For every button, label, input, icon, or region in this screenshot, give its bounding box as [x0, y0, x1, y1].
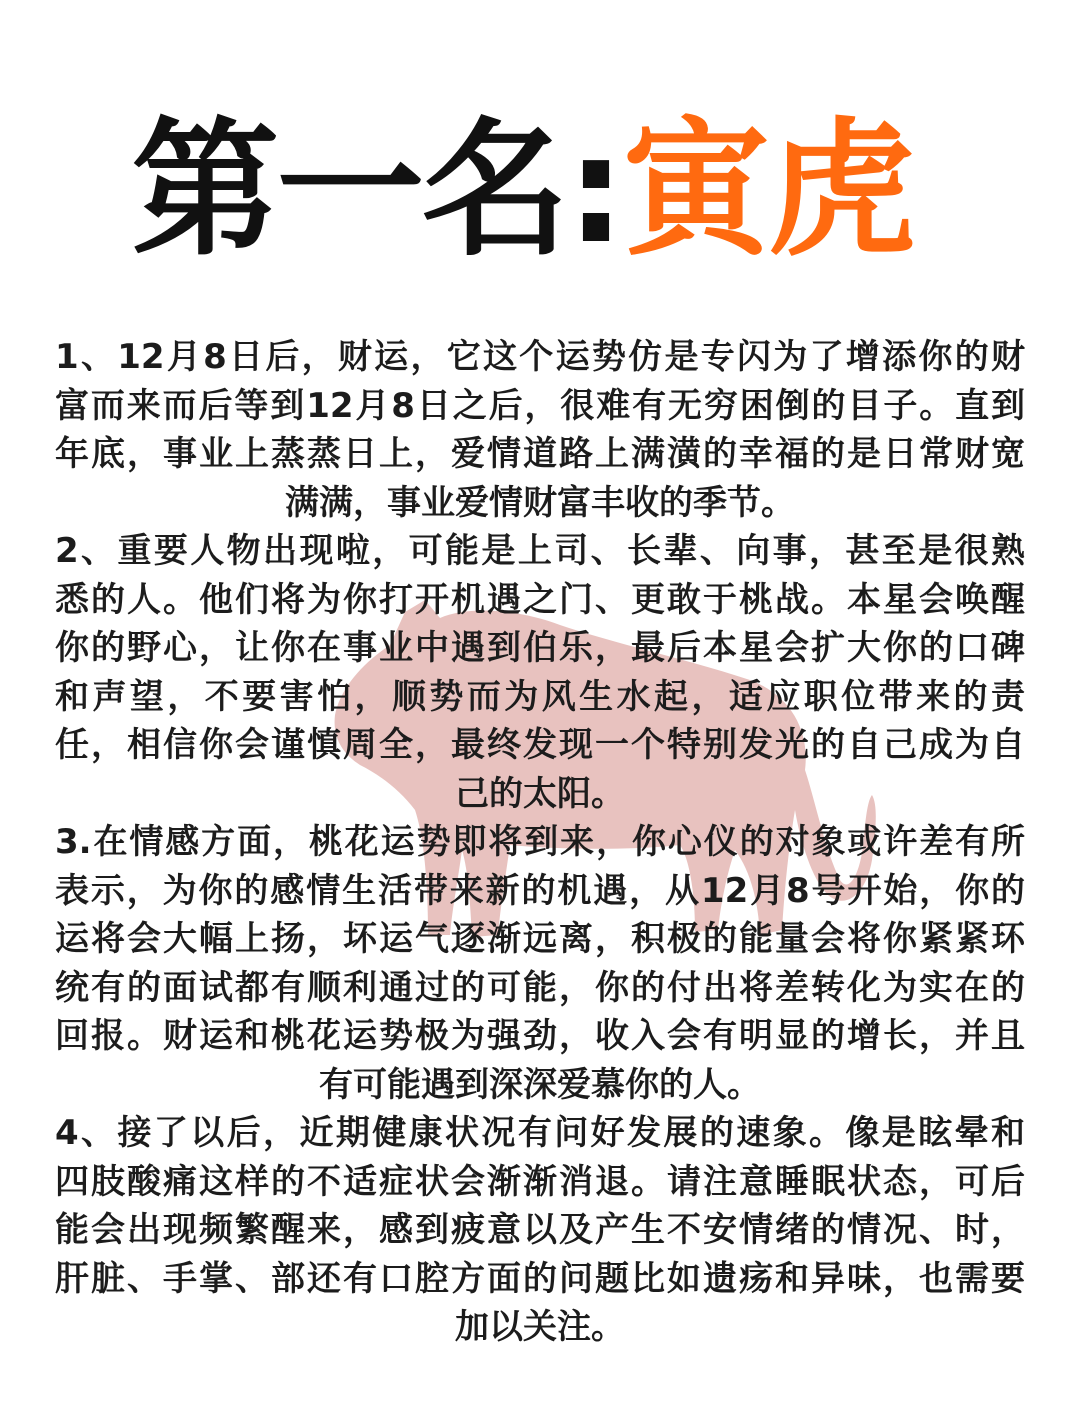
- paragraph-line: 回报。财运和桃花运势极为强劲，收入会有明显的增长，并且: [55, 1016, 1025, 1056]
- paragraph-line: 肝脏、手掌、部还有口腔方面的问题比如遗疡和异味，也需要: [55, 1258, 1025, 1299]
- horoscope-paragraph-3: [55, 818, 1025, 1109]
- paragraph-line: 加以关注。: [455, 1307, 625, 1347]
- horoscope-paragraph-2: [55, 527, 1025, 818]
- paragraph-line: 富而来而后等到12月8日之后，很难有无穷困倒的目子。直到: [55, 385, 1025, 426]
- paragraph-line: 任，相信你会谨慎周全，最终发现一个特别发光的自己成为自: [55, 725, 1025, 765]
- horoscope-paragraph-1: [55, 333, 1025, 527]
- paragraph-line: 2、重要人物出现啦，可能是上司、长辈、向事，甚至是很熟: [55, 531, 1025, 571]
- paragraph-line: 能会出现频繁醒来，感到疲意以及产生不安情绪的情况、时，: [55, 1210, 1025, 1250]
- paragraph-line: 和声望，不要害怕，顺势而为风生水起，适应职位带来的责: [55, 676, 1025, 717]
- page-title: [0, 100, 1044, 280]
- paragraph-line: 己的太阳。: [455, 773, 625, 814]
- horoscope-paragraph-4: [55, 1109, 1025, 1352]
- paragraph-line: 1、12月8日后，财运，它这个运势仿是专闪为了增添你的财: [55, 337, 1025, 377]
- horoscope-content: [55, 333, 1025, 1352]
- title-prefix: 第一名:: [131, 104, 623, 276]
- paragraph-line: 运将会大幅上扬，坏运气逐渐远离，积极的能量会将你紧紧环: [55, 919, 1025, 959]
- paragraph-line: 年底，事业上蒸蒸日上，爱情道路上满潢的幸福的是日常财宽: [55, 434, 1025, 474]
- title-highlight: 寅虎: [622, 104, 913, 276]
- paragraph-line: 你的野心，让你在事业中遇到伯乐，最后本星会扩大你的口碑: [55, 628, 1025, 668]
- paragraph-line: 四肢酸痛这样的不适症状会渐渐消退。请注意睡眠状态，可后: [55, 1161, 1025, 1202]
- paragraph-line: 满满，事业爱情财富丰收的季节。: [285, 482, 795, 523]
- paragraph-line: 统有的面试都有顺利通过的可能，你的付出将差转化为实在的: [55, 967, 1025, 1008]
- paragraph-line: 3.在情感方面，桃花运势即将到来，你心仪的对象或许差有所: [55, 822, 1025, 862]
- paragraph-line: 4、接了以后，近期健康状况有问好发展的速象。像是眩晕和: [55, 1113, 1025, 1153]
- paragraph-line: 悉的人。他们将为你打开机遇之门、更敢于桃战。本星会唤醒: [55, 579, 1025, 620]
- paragraph-line: 有可能遇到深深爱慕你的人。: [319, 1064, 761, 1105]
- paragraph-line: 表示，为你的感情生活带来新的机遇，从12月8号开始，你的: [55, 870, 1025, 911]
